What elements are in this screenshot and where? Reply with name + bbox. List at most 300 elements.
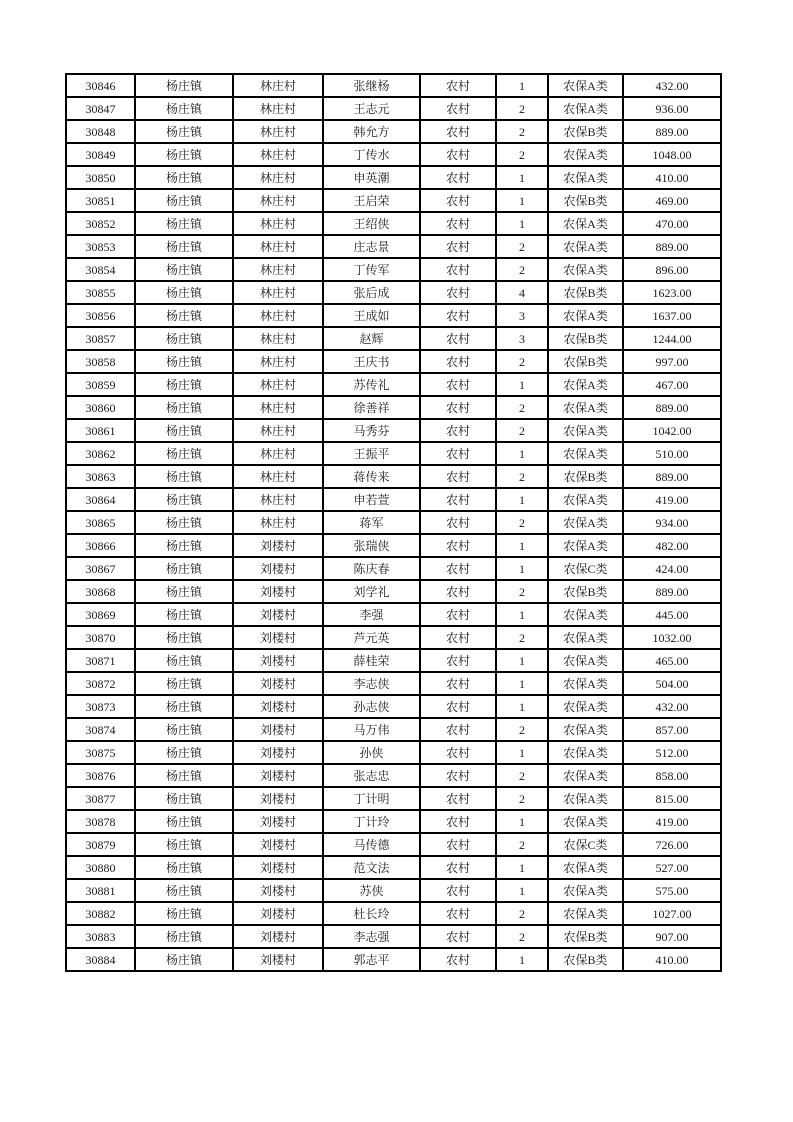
cell-record-id: 30880 — [66, 856, 135, 879]
cell-person-count: 1 — [496, 810, 548, 833]
cell-town: 杨庄镇 — [135, 74, 233, 97]
cell-record-id: 30847 — [66, 97, 135, 120]
cell-person-count: 2 — [496, 833, 548, 856]
cell-residence-type: 农村 — [420, 833, 496, 856]
cell-village: 林庄村 — [233, 350, 323, 373]
cell-name: 孙志侠 — [323, 695, 420, 718]
cell-record-id: 30881 — [66, 879, 135, 902]
cell-amount: 1048.00 — [623, 143, 721, 166]
cell-record-id: 30858 — [66, 350, 135, 373]
table-row — [66, 189, 721, 212]
cell-residence-type: 农村 — [420, 258, 496, 281]
cell-village: 林庄村 — [233, 488, 323, 511]
cell-residence-type: 农村 — [420, 235, 496, 258]
cell-name: 苏传礼 — [323, 373, 420, 396]
cell-name: 蒋军 — [323, 511, 420, 534]
cell-town: 杨庄镇 — [135, 557, 233, 580]
cell-amount: 896.00 — [623, 258, 721, 281]
table-row — [66, 718, 721, 741]
cell-village: 刘楼村 — [233, 649, 323, 672]
cell-residence-type: 农村 — [420, 442, 496, 465]
cell-town: 杨庄镇 — [135, 833, 233, 856]
cell-name: 陈庆春 — [323, 557, 420, 580]
cell-insurance-category: 农保A类 — [548, 649, 623, 672]
cell-town: 杨庄镇 — [135, 281, 233, 304]
cell-insurance-category: 农保A类 — [548, 856, 623, 879]
table-row — [66, 143, 721, 166]
cell-person-count: 2 — [496, 396, 548, 419]
cell-village: 刘楼村 — [233, 810, 323, 833]
cell-town: 杨庄镇 — [135, 120, 233, 143]
cell-person-count: 2 — [496, 580, 548, 603]
cell-record-id: 30849 — [66, 143, 135, 166]
cell-person-count: 2 — [496, 718, 548, 741]
cell-insurance-category: 农保A类 — [548, 304, 623, 327]
cell-residence-type: 农村 — [420, 396, 496, 419]
cell-name: 王成如 — [323, 304, 420, 327]
cell-record-id: 30862 — [66, 442, 135, 465]
cell-insurance-category: 农保B类 — [548, 120, 623, 143]
cell-insurance-category: 农保A类 — [548, 695, 623, 718]
cell-insurance-category: 农保B类 — [548, 327, 623, 350]
cell-person-count: 1 — [496, 166, 548, 189]
cell-name: 丁计明 — [323, 787, 420, 810]
cell-name: 王振平 — [323, 442, 420, 465]
table-row — [66, 649, 721, 672]
cell-residence-type: 农村 — [420, 695, 496, 718]
cell-town: 杨庄镇 — [135, 856, 233, 879]
cell-name: 刘学礼 — [323, 580, 420, 603]
cell-village: 刘楼村 — [233, 741, 323, 764]
cell-insurance-category: 农保A类 — [548, 787, 623, 810]
cell-residence-type: 农村 — [420, 74, 496, 97]
cell-residence-type: 农村 — [420, 281, 496, 304]
cell-insurance-category: 农保A类 — [548, 603, 623, 626]
cell-name: 丁传军 — [323, 258, 420, 281]
cell-residence-type: 农村 — [420, 97, 496, 120]
cell-person-count: 2 — [496, 97, 548, 120]
cell-name: 马传德 — [323, 833, 420, 856]
table-row — [66, 833, 721, 856]
table-row — [66, 557, 721, 580]
cell-amount: 482.00 — [623, 534, 721, 557]
cell-town: 杨庄镇 — [135, 143, 233, 166]
cell-record-id: 30861 — [66, 419, 135, 442]
cell-person-count: 2 — [496, 787, 548, 810]
cell-insurance-category: 农保A类 — [548, 488, 623, 511]
cell-town: 杨庄镇 — [135, 672, 233, 695]
cell-insurance-category: 农保A类 — [548, 442, 623, 465]
cell-insurance-category: 农保A类 — [548, 235, 623, 258]
cell-insurance-category: 农保A类 — [548, 166, 623, 189]
cell-insurance-category: 农保A类 — [548, 879, 623, 902]
table-row — [66, 511, 721, 534]
cell-record-id: 30851 — [66, 189, 135, 212]
cell-record-id: 30874 — [66, 718, 135, 741]
cell-name: 王志元 — [323, 97, 420, 120]
cell-town: 杨庄镇 — [135, 787, 233, 810]
cell-person-count: 1 — [496, 948, 548, 971]
cell-residence-type: 农村 — [420, 580, 496, 603]
cell-residence-type: 农村 — [420, 902, 496, 925]
cell-residence-type: 农村 — [420, 764, 496, 787]
cell-person-count: 2 — [496, 350, 548, 373]
cell-town: 杨庄镇 — [135, 741, 233, 764]
table-row — [66, 442, 721, 465]
cell-insurance-category: 农保A类 — [548, 143, 623, 166]
cell-person-count: 1 — [496, 74, 548, 97]
table-row — [66, 764, 721, 787]
cell-amount: 889.00 — [623, 465, 721, 488]
cell-insurance-category: 农保C类 — [548, 833, 623, 856]
cell-name: 郭志平 — [323, 948, 420, 971]
cell-residence-type: 农村 — [420, 603, 496, 626]
cell-name: 申英潮 — [323, 166, 420, 189]
cell-amount: 432.00 — [623, 74, 721, 97]
cell-amount: 1032.00 — [623, 626, 721, 649]
cell-town: 杨庄镇 — [135, 373, 233, 396]
cell-residence-type: 农村 — [420, 718, 496, 741]
cell-record-id: 30866 — [66, 534, 135, 557]
cell-name: 薛桂荣 — [323, 649, 420, 672]
table-row — [66, 373, 721, 396]
table-row — [66, 74, 721, 97]
cell-insurance-category: 农保A类 — [548, 396, 623, 419]
cell-town: 杨庄镇 — [135, 327, 233, 350]
cell-village: 刘楼村 — [233, 902, 323, 925]
cell-town: 杨庄镇 — [135, 695, 233, 718]
cell-residence-type: 农村 — [420, 419, 496, 442]
cell-record-id: 30850 — [66, 166, 135, 189]
cell-person-count: 2 — [496, 419, 548, 442]
cell-amount: 424.00 — [623, 557, 721, 580]
cell-record-id: 30876 — [66, 764, 135, 787]
table-row — [66, 97, 721, 120]
cell-amount: 934.00 — [623, 511, 721, 534]
cell-residence-type: 农村 — [420, 327, 496, 350]
cell-town: 杨庄镇 — [135, 902, 233, 925]
cell-amount: 997.00 — [623, 350, 721, 373]
cell-person-count: 1 — [496, 741, 548, 764]
cell-person-count: 2 — [496, 764, 548, 787]
table-row — [66, 488, 721, 511]
cell-village: 林庄村 — [233, 442, 323, 465]
cell-village: 刘楼村 — [233, 672, 323, 695]
cell-amount: 470.00 — [623, 212, 721, 235]
cell-insurance-category: 农保A类 — [548, 511, 623, 534]
cell-name: 丁传水 — [323, 143, 420, 166]
cell-insurance-category: 农保A类 — [548, 626, 623, 649]
cell-name: 李志侠 — [323, 672, 420, 695]
cell-record-id: 30848 — [66, 120, 135, 143]
cell-town: 杨庄镇 — [135, 396, 233, 419]
cell-residence-type: 农村 — [420, 189, 496, 212]
cell-village: 刘楼村 — [233, 557, 323, 580]
cell-town: 杨庄镇 — [135, 258, 233, 281]
cell-name: 申若萱 — [323, 488, 420, 511]
cell-record-id: 30872 — [66, 672, 135, 695]
cell-record-id: 30877 — [66, 787, 135, 810]
cell-record-id: 30869 — [66, 603, 135, 626]
cell-residence-type: 农村 — [420, 557, 496, 580]
cell-amount: 1244.00 — [623, 327, 721, 350]
cell-residence-type: 农村 — [420, 465, 496, 488]
cell-insurance-category: 农保B类 — [548, 350, 623, 373]
cell-insurance-category: 农保B类 — [548, 925, 623, 948]
table-row — [66, 603, 721, 626]
cell-village: 林庄村 — [233, 419, 323, 442]
cell-person-count: 2 — [496, 120, 548, 143]
cell-residence-type: 农村 — [420, 534, 496, 557]
cell-insurance-category: 农保A类 — [548, 373, 623, 396]
table-row — [66, 281, 721, 304]
cell-person-count: 1 — [496, 879, 548, 902]
cell-town: 杨庄镇 — [135, 350, 233, 373]
cell-record-id: 30875 — [66, 741, 135, 764]
cell-record-id: 30878 — [66, 810, 135, 833]
cell-name: 苏侠 — [323, 879, 420, 902]
cell-amount: 815.00 — [623, 787, 721, 810]
table-row — [66, 350, 721, 373]
cell-record-id: 30865 — [66, 511, 135, 534]
cell-town: 杨庄镇 — [135, 879, 233, 902]
cell-village: 刘楼村 — [233, 603, 323, 626]
table-row — [66, 672, 721, 695]
cell-record-id: 30863 — [66, 465, 135, 488]
cell-town: 杨庄镇 — [135, 465, 233, 488]
cell-town: 杨庄镇 — [135, 764, 233, 787]
cell-name: 赵辉 — [323, 327, 420, 350]
table-row — [66, 810, 721, 833]
cell-person-count: 1 — [496, 534, 548, 557]
cell-amount: 857.00 — [623, 718, 721, 741]
table-row — [66, 856, 721, 879]
cell-person-count: 1 — [496, 603, 548, 626]
cell-village: 林庄村 — [233, 235, 323, 258]
table-row — [66, 419, 721, 442]
cell-record-id: 30868 — [66, 580, 135, 603]
cell-record-id: 30884 — [66, 948, 135, 971]
cell-town: 杨庄镇 — [135, 304, 233, 327]
cell-record-id: 30852 — [66, 212, 135, 235]
cell-village: 林庄村 — [233, 327, 323, 350]
cell-town: 杨庄镇 — [135, 948, 233, 971]
cell-amount: 1637.00 — [623, 304, 721, 327]
cell-insurance-category: 农保A类 — [548, 764, 623, 787]
cell-village: 刘楼村 — [233, 580, 323, 603]
cell-village: 刘楼村 — [233, 948, 323, 971]
table-row — [66, 327, 721, 350]
table-row — [66, 304, 721, 327]
cell-residence-type: 农村 — [420, 350, 496, 373]
cell-amount: 889.00 — [623, 120, 721, 143]
table-row — [66, 235, 721, 258]
cell-name: 范文法 — [323, 856, 420, 879]
cell-person-count: 1 — [496, 557, 548, 580]
cell-village: 刘楼村 — [233, 764, 323, 787]
cell-name: 王庆书 — [323, 350, 420, 373]
cell-town: 杨庄镇 — [135, 488, 233, 511]
cell-amount: 889.00 — [623, 235, 721, 258]
cell-person-count: 1 — [496, 856, 548, 879]
table-row — [66, 925, 721, 948]
cell-insurance-category: 农保B类 — [548, 189, 623, 212]
cell-record-id: 30882 — [66, 902, 135, 925]
cell-amount: 889.00 — [623, 396, 721, 419]
cell-town: 杨庄镇 — [135, 97, 233, 120]
table-row — [66, 258, 721, 281]
cell-residence-type: 农村 — [420, 488, 496, 511]
cell-village: 刘楼村 — [233, 534, 323, 557]
cell-residence-type: 农村 — [420, 672, 496, 695]
table-row — [66, 580, 721, 603]
cell-amount: 1042.00 — [623, 419, 721, 442]
table-row — [66, 396, 721, 419]
cell-village: 林庄村 — [233, 373, 323, 396]
cell-person-count: 2 — [496, 235, 548, 258]
table-row — [66, 534, 721, 557]
cell-name: 张继杨 — [323, 74, 420, 97]
cell-village: 林庄村 — [233, 212, 323, 235]
cell-name: 马万伟 — [323, 718, 420, 741]
cell-person-count: 1 — [496, 672, 548, 695]
cell-amount: 504.00 — [623, 672, 721, 695]
cell-person-count: 1 — [496, 373, 548, 396]
cell-town: 杨庄镇 — [135, 603, 233, 626]
cell-residence-type: 农村 — [420, 373, 496, 396]
cell-residence-type: 农村 — [420, 741, 496, 764]
cell-residence-type: 农村 — [420, 166, 496, 189]
cell-amount: 889.00 — [623, 580, 721, 603]
cell-name: 孙侠 — [323, 741, 420, 764]
cell-village: 林庄村 — [233, 143, 323, 166]
cell-residence-type: 农村 — [420, 810, 496, 833]
cell-village: 林庄村 — [233, 97, 323, 120]
cell-village: 刘楼村 — [233, 695, 323, 718]
cell-insurance-category: 农保A类 — [548, 97, 623, 120]
cell-village: 林庄村 — [233, 511, 323, 534]
cell-amount: 445.00 — [623, 603, 721, 626]
cell-person-count: 1 — [496, 442, 548, 465]
cell-town: 杨庄镇 — [135, 212, 233, 235]
cell-insurance-category: 农保A类 — [548, 534, 623, 557]
cell-insurance-category: 农保A类 — [548, 741, 623, 764]
cell-person-count: 1 — [496, 212, 548, 235]
table-row — [66, 787, 721, 810]
cell-village: 林庄村 — [233, 189, 323, 212]
table-row — [66, 166, 721, 189]
cell-residence-type: 农村 — [420, 856, 496, 879]
cell-residence-type: 农村 — [420, 120, 496, 143]
cell-residence-type: 农村 — [420, 925, 496, 948]
table-row — [66, 879, 721, 902]
cell-insurance-category: 农保A类 — [548, 718, 623, 741]
cell-residence-type: 农村 — [420, 143, 496, 166]
cell-name: 韩允方 — [323, 120, 420, 143]
cell-name: 张后成 — [323, 281, 420, 304]
cell-village: 刘楼村 — [233, 856, 323, 879]
cell-amount: 858.00 — [623, 764, 721, 787]
cell-amount: 1027.00 — [623, 902, 721, 925]
cell-name: 庄志景 — [323, 235, 420, 258]
cell-person-count: 2 — [496, 511, 548, 534]
cell-town: 杨庄镇 — [135, 718, 233, 741]
cell-person-count: 3 — [496, 327, 548, 350]
cell-amount: 465.00 — [623, 649, 721, 672]
cell-amount: 469.00 — [623, 189, 721, 212]
cell-name: 马秀芬 — [323, 419, 420, 442]
table-row — [66, 465, 721, 488]
cell-residence-type: 农村 — [420, 787, 496, 810]
cell-insurance-category: 农保A类 — [548, 810, 623, 833]
cell-record-id: 30879 — [66, 833, 135, 856]
cell-town: 杨庄镇 — [135, 166, 233, 189]
cell-village: 刘楼村 — [233, 718, 323, 741]
table-row — [66, 741, 721, 764]
cell-town: 杨庄镇 — [135, 511, 233, 534]
cell-village: 林庄村 — [233, 396, 323, 419]
cell-village: 刘楼村 — [233, 833, 323, 856]
cell-town: 杨庄镇 — [135, 419, 233, 442]
cell-person-count: 2 — [496, 902, 548, 925]
cell-village: 刘楼村 — [233, 879, 323, 902]
cell-person-count: 4 — [496, 281, 548, 304]
cell-name: 李志强 — [323, 925, 420, 948]
cell-residence-type: 农村 — [420, 304, 496, 327]
cell-name: 李强 — [323, 603, 420, 626]
cell-record-id: 30859 — [66, 373, 135, 396]
cell-amount: 512.00 — [623, 741, 721, 764]
table-row — [66, 948, 721, 971]
cell-amount: 467.00 — [623, 373, 721, 396]
table-row — [66, 626, 721, 649]
cell-residence-type: 农村 — [420, 212, 496, 235]
cell-record-id: 30867 — [66, 557, 135, 580]
records-tbody — [66, 74, 721, 971]
cell-village: 林庄村 — [233, 258, 323, 281]
cell-person-count: 3 — [496, 304, 548, 327]
cell-residence-type: 农村 — [420, 511, 496, 534]
cell-amount: 936.00 — [623, 97, 721, 120]
cell-town: 杨庄镇 — [135, 534, 233, 557]
cell-name: 张志忠 — [323, 764, 420, 787]
cell-person-count: 2 — [496, 925, 548, 948]
cell-record-id: 30883 — [66, 925, 135, 948]
cell-town: 杨庄镇 — [135, 810, 233, 833]
cell-insurance-category: 农保A类 — [548, 212, 623, 235]
cell-town: 杨庄镇 — [135, 626, 233, 649]
cell-record-id: 30854 — [66, 258, 135, 281]
cell-insurance-category: 农保A类 — [548, 672, 623, 695]
cell-amount: 575.00 — [623, 879, 721, 902]
cell-village: 林庄村 — [233, 166, 323, 189]
cell-person-count: 1 — [496, 695, 548, 718]
table-row — [66, 120, 721, 143]
cell-town: 杨庄镇 — [135, 580, 233, 603]
cell-person-count: 2 — [496, 258, 548, 281]
cell-village: 林庄村 — [233, 465, 323, 488]
cell-name: 蒋传来 — [323, 465, 420, 488]
cell-name: 张瑞侠 — [323, 534, 420, 557]
cell-record-id: 30856 — [66, 304, 135, 327]
cell-record-id: 30860 — [66, 396, 135, 419]
cell-record-id: 30855 — [66, 281, 135, 304]
cell-name: 徐善祥 — [323, 396, 420, 419]
cell-village: 刘楼村 — [233, 787, 323, 810]
cell-name: 杜长玲 — [323, 902, 420, 925]
cell-record-id: 30846 — [66, 74, 135, 97]
cell-town: 杨庄镇 — [135, 235, 233, 258]
